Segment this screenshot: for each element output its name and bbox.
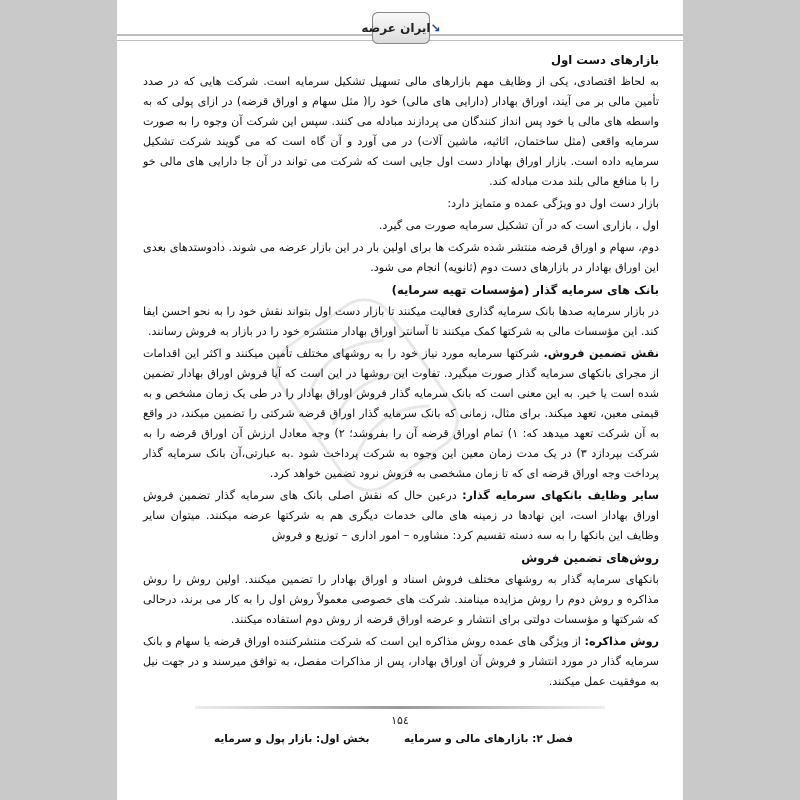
body-text bbox=[143, 50, 659, 692]
paragraph-text: از ویژگی های عمده روش مذاکره این است که شرکت منتشرکننده اوراق قرضه یا سهام و بانک سرمایه گذار در مورد انتشار و فروش آن اوراق بهادار، پس از مذاکرات مفصل، به توافق میرسند و در جهت نیل به موفقیت عمل میکنند. bbox=[143, 635, 659, 688]
footer-part: بخش اول: بازار پول و سرمایه bbox=[214, 733, 370, 745]
paragraph-text: به لحاظ اقتصادی، یکی از وظایف مهم بازارهای مالی تسهیل تشکیل سرمایه است. شرکت هایی که در صدد تأمین مالی بر می آیند، اوراق بهادار (دارایی های مالی) خود را( مثل سهام و اوراق قرضه) در ازای پولی که به واسطه های مالی یا خود پس انداز کنندگان می پردازند مبادله می کنند. سپس این شرکت آن وجوه را به صورت سرمایه واقعی (مثل ساختمان، اثاثیه، ماشین آلات) در می آورد و آن گاه است که می گویند شرکت تشکیل سرمایه داده است. بازار اوراق بهادار دست اول جایی است که شرکت می تواند در آن جا دارایی های مالی خو را با منافع مالی بلند مدت مبادله کند. bbox=[143, 75, 659, 188]
paragraph-text: شرکتها سرمایه مورد نیاز خود را به روشهای مختلف تأمین میکنند و اکثر این اقدامات از مجرای بانکهای سرمایه گذار صورت میگیرد. تفاوت این روشها در این است که آیا فروش اوراق بهادار تضمین شده است یا خیر. به این معنی است که بانک سرمایه گذار فروش اوراق بهادار را در طی یک زمان مشخص و به قیمتی معین، تعهد میکند. برای مثال، زمانی که بانک سرمایه گذار اوراق قرضه شرکتی را تضمین میکند، در واقع به آن شرکت تعهد میدهد که: ۱) تمام اوراق قرضه آن را بفروشد؛ ۲) وجه معادل ارزش آن اوراق قرضه را به شرکت بپردازد ۳) در یک مدت زمان معین این وجوه به شرکت پرداخت شود .به عبارتی،آن بانک سرمایه گذار پرداخت وجه اوراق قرضه ای که تا زمان مشخصی به فروش نرود تضمین خواهد کرد. bbox=[143, 347, 659, 480]
footer-rule bbox=[195, 706, 605, 709]
section-heading: بانک های سرمایه گذار (مؤسسات تهیه سرمایه) bbox=[391, 283, 659, 297]
paragraph bbox=[143, 238, 659, 278]
paragraph bbox=[143, 570, 659, 630]
paragraph bbox=[143, 194, 659, 214]
paragraph bbox=[143, 632, 659, 692]
paragraph bbox=[143, 72, 659, 192]
section-heading: روش‌های تضمین فروش bbox=[521, 551, 659, 565]
paragraph-text: اول ، بازاری است که در آن تشکیل سرمایه صورت می گیرد. bbox=[378, 219, 659, 232]
logo-arrow-icon: ↘ bbox=[430, 21, 441, 35]
paragraph-text: در بازار سرمایه صدها بانک سرمایه گذاری فعالیت میکنند تا بازار دست اول بتواند نقش خود را به نحو احسن ایفا کند. این مؤسسات مالی به شرکتها کمک میکنند تا آسانتر اوراق بهادار منتشره خود را در بازار به فروش رسانند. bbox=[143, 305, 659, 338]
paragraph bbox=[143, 344, 659, 484]
paragraph-lead: سایر وظایف بانکهای سرمایه گذار: bbox=[462, 489, 659, 502]
paragraph-lead: نقش تضمین فروش. bbox=[543, 347, 659, 360]
logo bbox=[361, 12, 441, 44]
paragraph-text: دوم، سهام و اوراق قرضه منتشر شده شرکت ها برای اولین بار در این بازار عرضه می شوند. دادوستدهای بعدی این اوراق بهادار در بازارهای دست دوم (ثانویه) انجام می شود. bbox=[143, 241, 659, 274]
logo-text: ایران عرضه bbox=[361, 21, 431, 35]
document-page bbox=[117, 0, 683, 800]
footer-row bbox=[117, 731, 683, 747]
paragraph-text: درعین حال که نقش اصلی بانک های سرمایه گذار تضمین فروش اوراق بهادار است، این نهادها در زمینه های مالی خدمات دیگری هم به شرکتها عرضه میکنند. میتوان سایر وظایف این بانکها را به سه دسته تقسیم کرد: مشاوره – امور اداری – توزیع و فروش bbox=[143, 489, 659, 542]
section-heading: بازارهای دست اول bbox=[551, 53, 659, 67]
footer-chapter: فصل ۲: بازارهای مالی و سرمایه bbox=[403, 733, 573, 745]
paragraph bbox=[143, 486, 659, 546]
paragraph-text: بانکهای سرمایه گذار به روشهای مختلف فروش اسناد و اوراق بهادار را تضمین میکنند. اولین روش را روش مذاکره و روش دوم را روش مزایده مینامند. شرکت های خصوصی معمولاً روش اول را به کار می برند، درحالی که شرکتها و مؤسسات دولتی برای انتشار و عرضه اوراق قرضه از روش دوم استفاده میکنند. bbox=[143, 573, 659, 626]
paragraph-lead: روش مذاکره: bbox=[584, 635, 659, 648]
paragraph-text: بازار دست اول دو ویژگی عمده و متمایز دارد: bbox=[447, 197, 659, 210]
page-header bbox=[117, 0, 683, 50]
page-footer bbox=[117, 706, 683, 747]
paragraph bbox=[143, 302, 659, 342]
paragraph bbox=[143, 216, 659, 236]
page-number: ۱۵٤ bbox=[391, 714, 409, 727]
